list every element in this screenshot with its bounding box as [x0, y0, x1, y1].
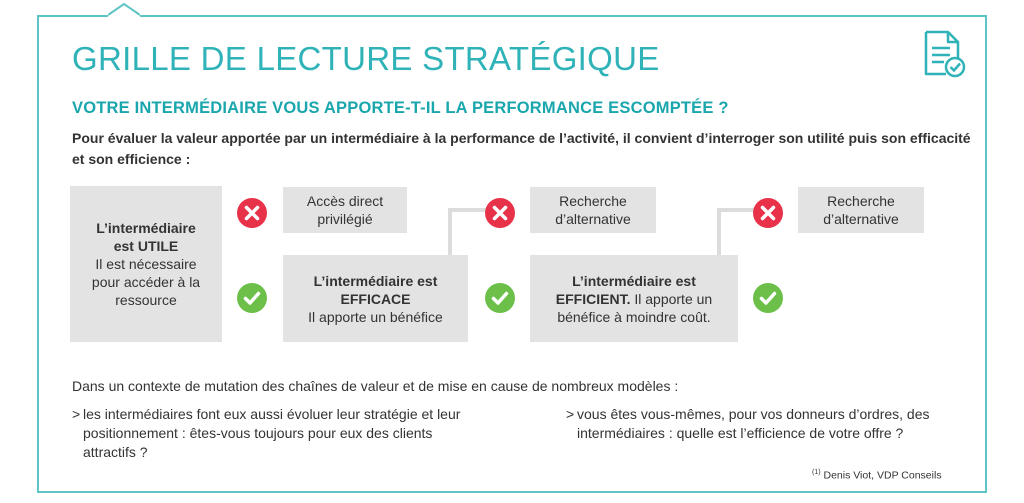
box-utile-text: Il est nécessaire pour accéder à la ressource: [91, 256, 201, 308]
page-title: GRILLE DE LECTURE STRATÉGIQUE: [72, 40, 660, 77]
frame-notch: [108, 3, 140, 17]
box-efficace-text: Il apporte un bénéfice: [308, 308, 443, 325]
box-efficient-text: Il apporte un: [630, 290, 713, 307]
footnote-ref: (1): [812, 469, 821, 476]
check-circle-icon: [236, 282, 268, 314]
connector-line: [717, 210, 721, 256]
document-check-icon: [920, 28, 968, 78]
cross-circle-icon: [236, 197, 268, 229]
cross-circle-icon: [752, 197, 784, 229]
section-subtitle: VOTRE INTERMÉDIAIRE VOUS APPORTE-T-IL LA PERFORMANCE ESCOMPTÉE ?: [72, 99, 729, 117]
box-acces-direct-text: Accès direct privilégié: [306, 193, 384, 227]
bullet-right: [566, 405, 958, 443]
footnote: [812, 469, 942, 482]
box-efficace: [283, 255, 468, 342]
check-circle-icon: [752, 282, 784, 314]
connector-line: [448, 210, 452, 256]
connector-line: [717, 208, 757, 212]
box-efficient-text-2: bénéfice à moindre coût.: [557, 308, 711, 325]
bullet-marker: >: [566, 406, 575, 422]
box-utile: [70, 186, 222, 342]
context-text: Dans un contexte de mutation des chaînes de valeur et de mise en cause de nombreux modèles :: [72, 378, 679, 394]
box-efficient: [530, 255, 738, 342]
box-recherche-1-text: Recherche d’alternative: [555, 193, 631, 227]
footnote-text: Denis Viot, VDP Conseils: [820, 469, 942, 482]
connector-line: [448, 208, 488, 212]
intro-text: Pour évaluer la valeur apportée par un intermédiaire à la performance de l’activité, il convient d’interroger son utilité puis son efficacité et son efficience :: [72, 130, 971, 167]
box-recherche-alternative-1: [530, 187, 656, 233]
box-recherche-alternative-2: [798, 187, 924, 233]
bullet-left-text: les intermédiaires font eux aussi évoluer leur stratégie et leur positionnement : êtes-vous toujours pour eux des clients attractifs ?: [83, 406, 461, 460]
box-recherche-2-text: Recherche d’alternative: [823, 193, 899, 227]
box-efficient-title: L’intermédiaire est: [572, 272, 696, 289]
bullet-marker: >: [72, 406, 81, 422]
box-efficient-title-2: EFFICIENT.: [555, 290, 631, 307]
box-utile-title: L’intermédiaire est UTILE: [96, 220, 196, 254]
check-circle-icon: [484, 282, 516, 314]
bullet-left: [72, 405, 482, 462]
box-acces-direct: [283, 187, 407, 233]
bullet-right-text: vous êtes vous-mêmes, pour vos donneurs d’ordres, des intermédiaires : quelle est l’efficience de votre offre ?: [577, 406, 930, 441]
box-efficace-title: L’intermédiaire est EFFICACE: [313, 272, 438, 307]
cross-circle-icon: [484, 197, 516, 229]
